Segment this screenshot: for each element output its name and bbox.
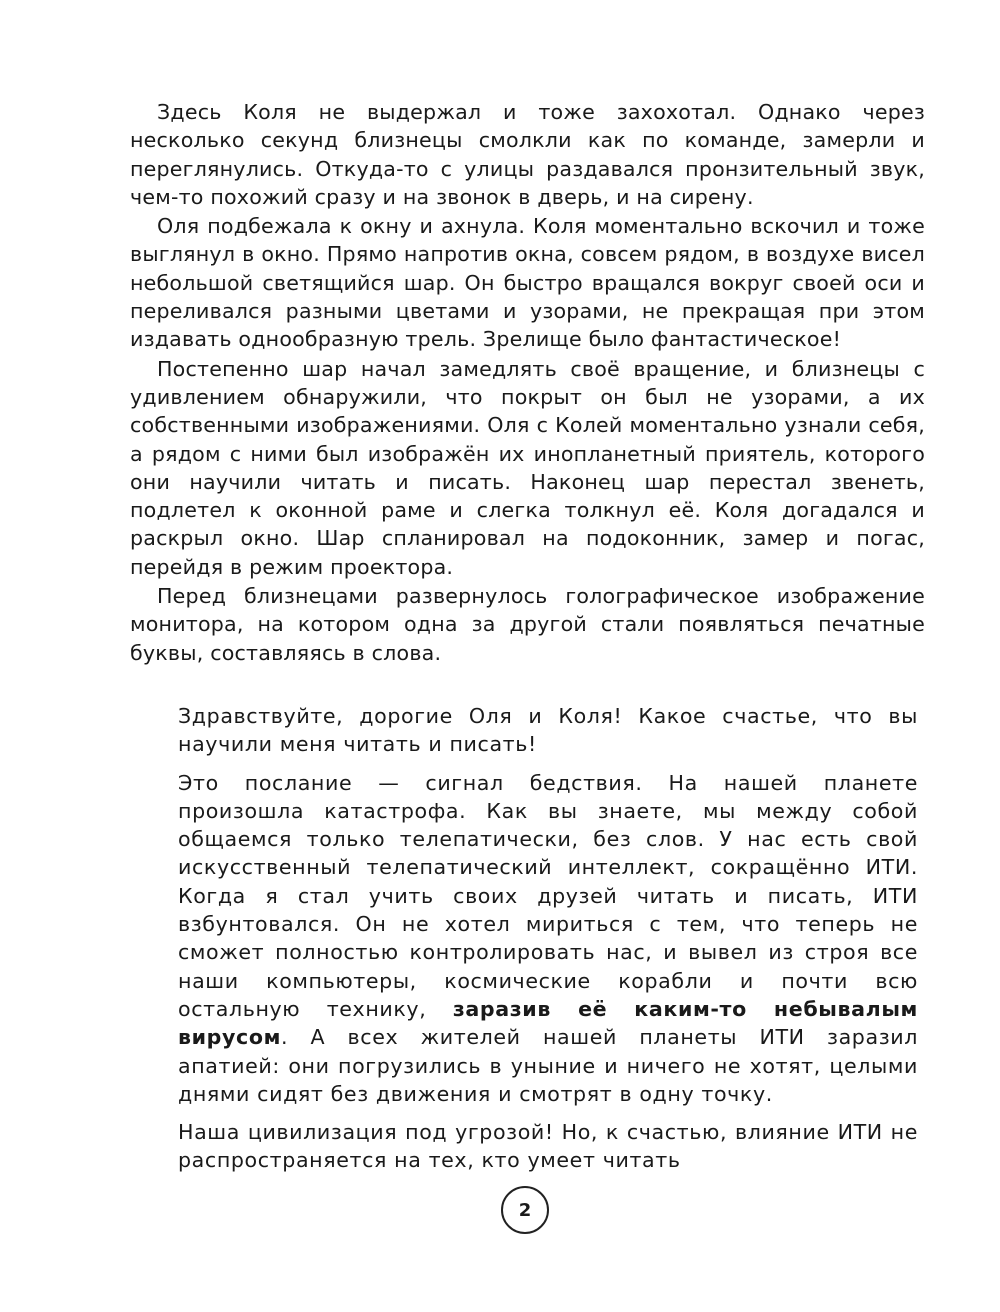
letter-body-part-1: Это послание — сигнал бедствия. На нашей планете произошла катастрофа. Как вы знаете, мы между собой общаемся только телепатически, без слов. У нас есть свой искусственный телепатический интеллект, сокращённо ИТИ. Когда я стал учить своих друзей читать и писать, ИТИ взбунтовался. Он не хотел мириться с тем, что теперь не сможет полностью контролировать нас, и вывел из строя все наши компьютеры, космические корабли и почти всю остальную технику, [178, 770, 918, 1021]
story-paragraph-4: Перед близнецами развернулось голографическое изображение монитора, на котором одна за другой стали появляться печатные буквы, составляясь в слова. [130, 584, 925, 665]
story-paragraph-2: Оля подбежала к окну и ахнула. Коля моментально вскочил и тоже выглянул в окно. Прямо напротив окна, совсем рядом, в воздухе висел небольшой светящийся шар. Он быстро вращался вокруг своей оси и переливался разными цветами и узорами, не прекращая при этом издавать однообразную трель. Зрелище было фантастическое! [130, 214, 925, 352]
story-paragraph-1: Здесь Коля не выдержал и тоже захохотал. Однако через несколько секунд близнецы смолкли как по команде, замерли и переглянулись. Откуда-то с улицы раздавался пронзительный звук, чем-то похожий сразу и на звонок в дверь, и на сирену. [130, 100, 925, 209]
letter-greeting: Здравствуйте, дорогие Оля и Коля! Какое счастье, что вы научили меня читать и писать! [178, 704, 918, 757]
alien-letter [178, 702, 918, 1185]
story-text [130, 98, 925, 668]
letter-body-emphasis: заразив её каким-то небывалым вирусом [178, 996, 918, 1050]
letter-body [178, 769, 918, 1109]
page-number: 2 [501, 1186, 549, 1234]
letter-body-part-2: . А всех жителей нашей планеты ИТИ заразил апатией: они погрузились в уныние и ничего не хотят, целыми днями сидят без движения и смотрят в одну точку. [178, 1025, 918, 1106]
story-paragraph-3: Постепенно шар начал замедлять своё вращение, и близнецы с удивлением обнаружили, что покрыт он был не узорами, а их собственными изображениями. Оля с Колей моментально узнали себя, а рядом с ними был изображён их инопланетный приятель, которого они научили читать и писать. Наконец шар перестал звенеть, подлетел к оконной раме и слегка толкнул её. Коля догадался и раскрыл окно. Шар спланировал на подоконник, замер и погас, перейдя в режим проектора. [130, 356, 925, 579]
letter-closing: Наша цивилизация под угрозой! Но, к счастью, влияние ИТИ не распространяется на тех, кто умеет читать [178, 1120, 918, 1173]
